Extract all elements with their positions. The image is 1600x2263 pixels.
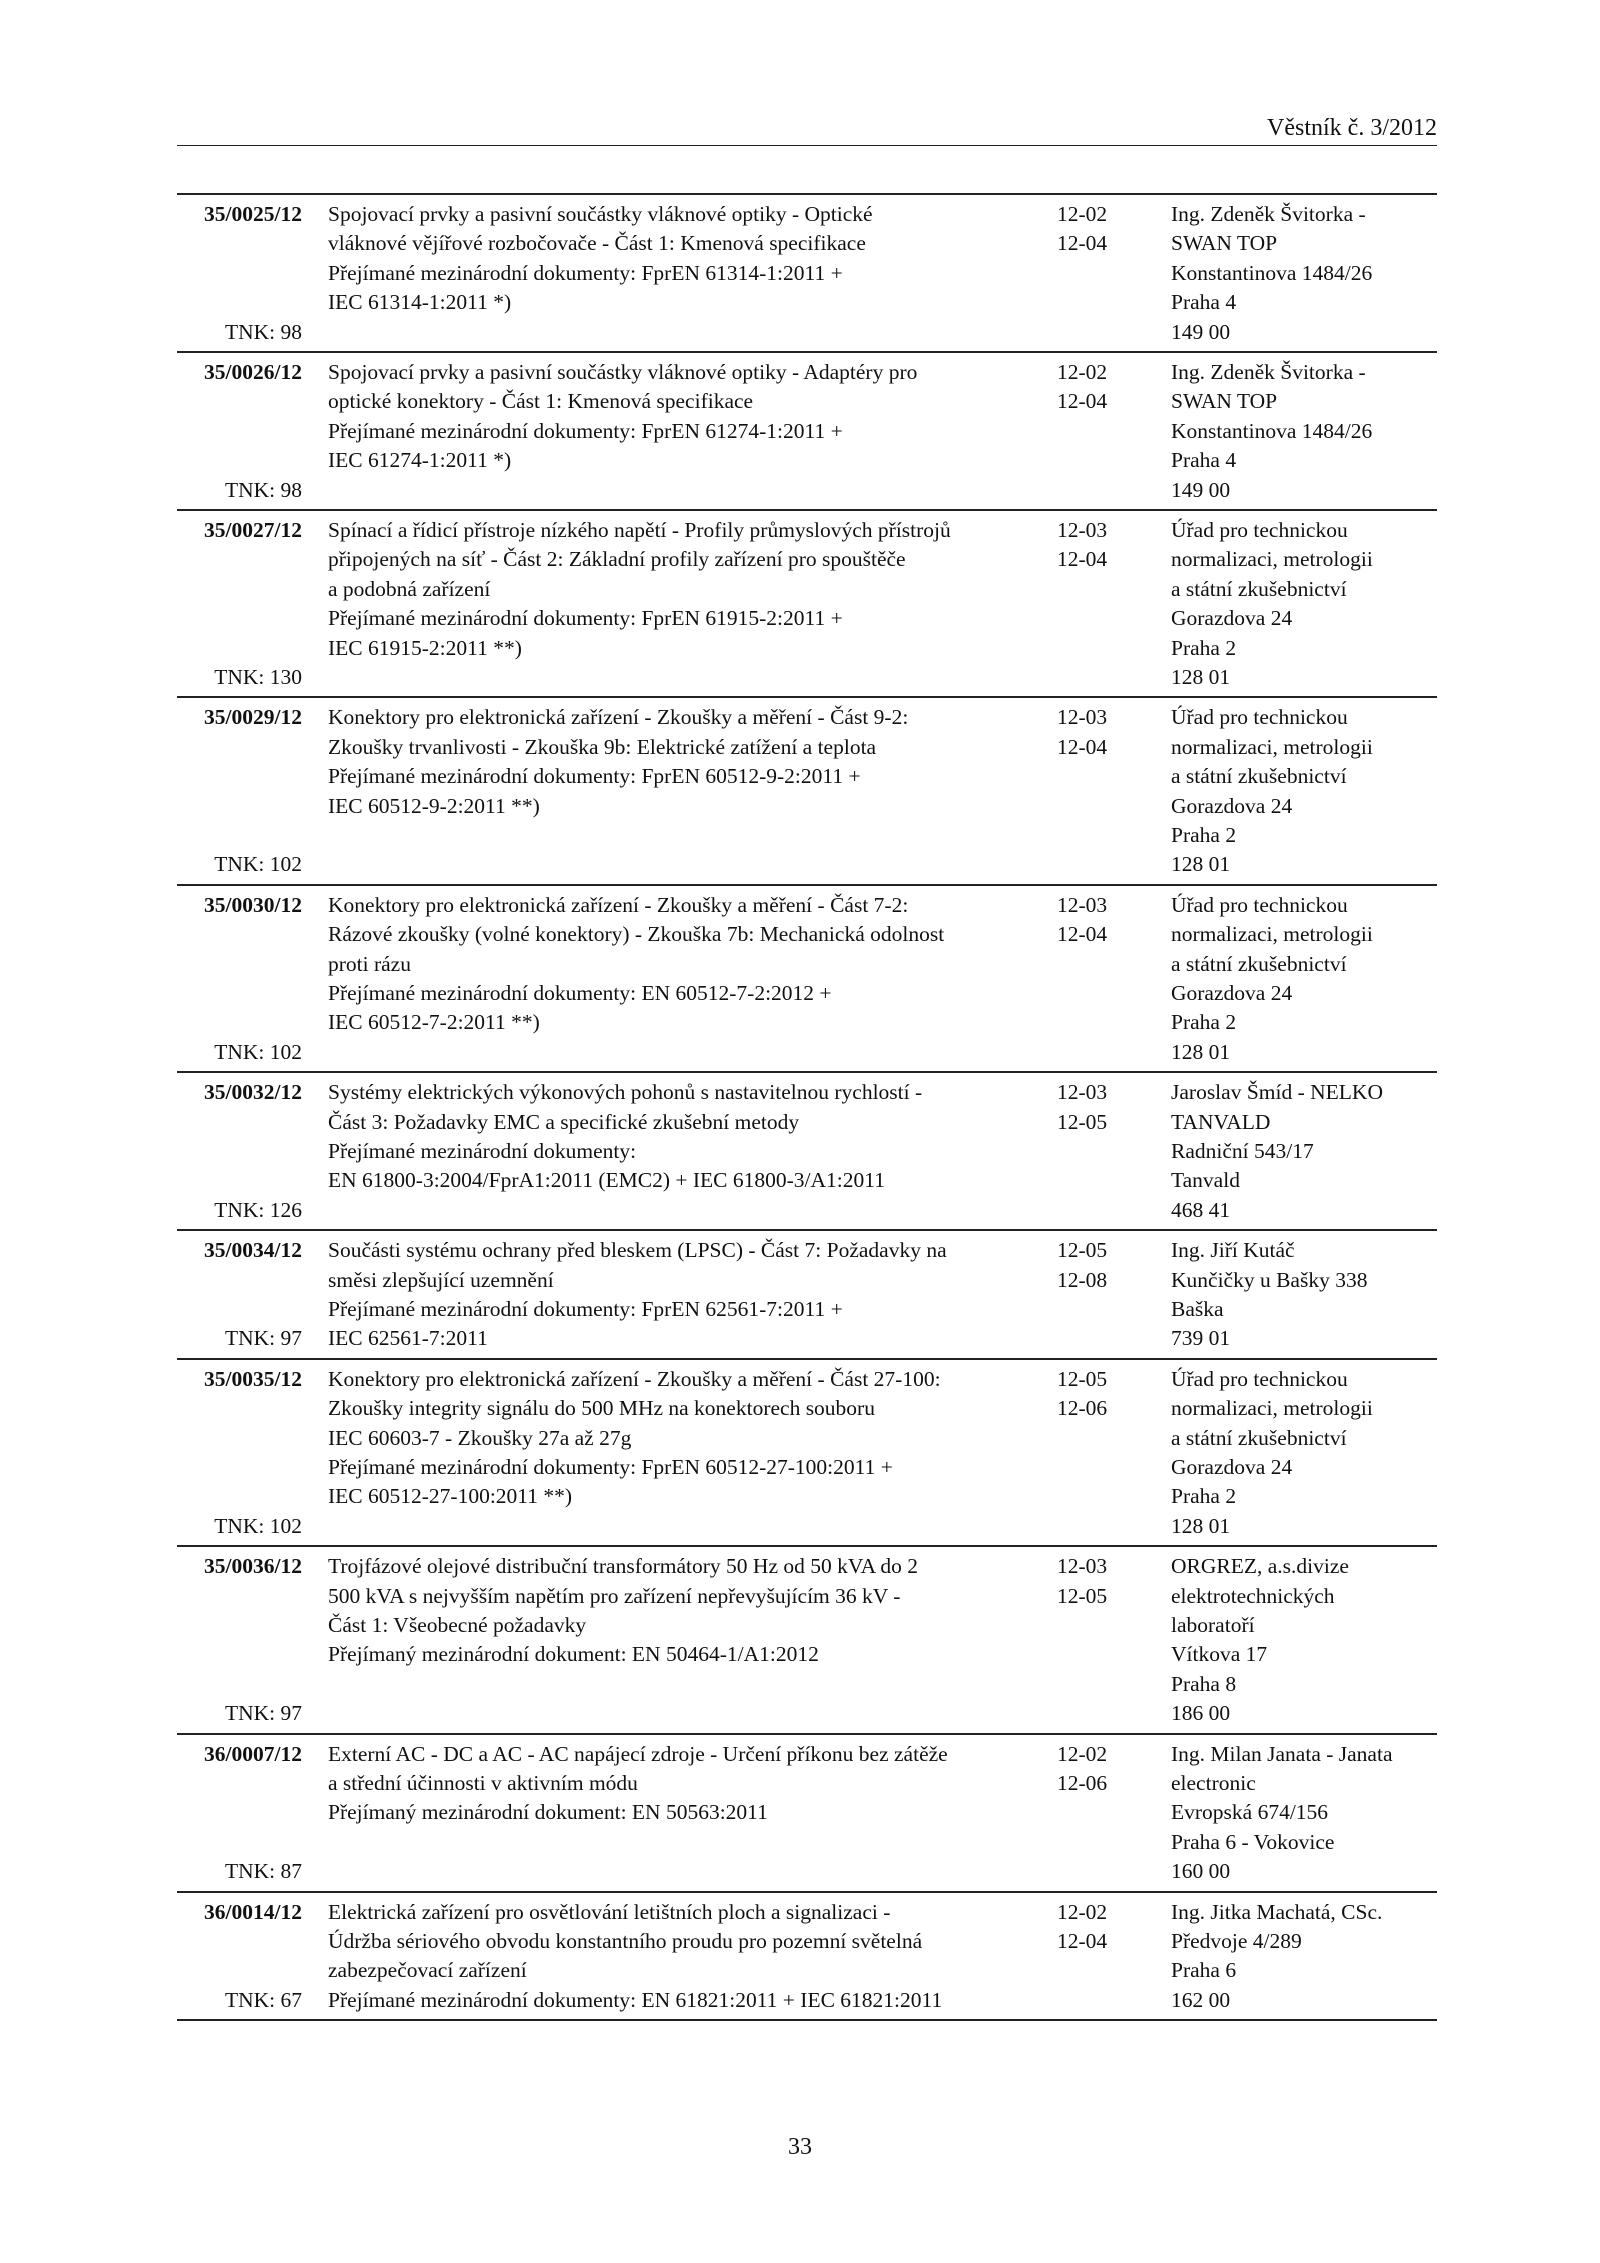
- description-line: Přejímané mezinárodní dokumenty: FprEN 60512-27-100:2011 +: [328, 1455, 893, 1480]
- contact-line: Praha 8: [1171, 1671, 1237, 1696]
- standards-table: [177, 193, 1437, 2021]
- description-line: Přejímané mezinárodní dokumenty: EN 60512-7-2:2012 +: [328, 981, 832, 1005]
- contact: [1171, 516, 1437, 692]
- description: [328, 1236, 1028, 1354]
- description-line: Zkoušky integrity signálu do 500 MHz na konektorech souboru: [328, 1396, 875, 1421]
- code-column: [177, 200, 302, 347]
- description-line: IEC 62561-7:2011: [328, 1326, 488, 1351]
- table-row: [177, 1893, 1437, 2022]
- contact-line: electronic: [1171, 1770, 1256, 1795]
- description: [328, 516, 1028, 663]
- description-line: Systémy elektrických výkonových pohonů s nastavitelnou rychlostí -: [328, 1080, 923, 1105]
- description-line: Spojovací prvky a pasivní součástky vláknové optiky - Adaptéry pro: [328, 360, 918, 384]
- contact-line: elektrotechnických: [1171, 1583, 1335, 1608]
- dates: [1057, 358, 1137, 417]
- description: [328, 1078, 1028, 1196]
- contact: [1171, 1740, 1437, 1887]
- description: [328, 1552, 1028, 1670]
- contact-line: Praha 4: [1171, 290, 1237, 315]
- contact: [1171, 200, 1437, 347]
- contact-line: Evropská 674/156: [1171, 1800, 1329, 1825]
- description-line: Externí AC - DC a AC - AC napájecí zdroje - Určení příkonu bez zátěže: [328, 1741, 948, 1766]
- contact-line: Kunčičky u Bašky 338: [1171, 1267, 1368, 1292]
- table-row: [177, 1360, 1437, 1547]
- description-line: Údržba sériového obvodu konstantního proudu pro pozemní světelná: [328, 1928, 923, 1953]
- contact: [1171, 1365, 1437, 1541]
- standard-code: 35/0027/12: [204, 518, 302, 542]
- code-column: [177, 1365, 302, 1541]
- description-line: Spojovací prvky a pasivní součástky vláknové optiky - Optické: [328, 202, 873, 226]
- standard-code: 35/0029/12: [204, 705, 302, 730]
- description: [328, 1898, 1028, 2016]
- date-value: 12-04: [1057, 231, 1108, 256]
- contact-line: Praha 6: [1171, 1958, 1237, 1983]
- date-value: 12-04: [1057, 547, 1108, 572]
- contact-line: Praha 2: [1171, 1484, 1237, 1509]
- contact-line: normalizaci, metrologii: [1171, 734, 1373, 759]
- description: [328, 358, 1028, 476]
- date-value: 12-05: [1057, 1238, 1108, 1263]
- code-column: [177, 1078, 302, 1225]
- description-line: a podobná zařízení: [328, 576, 491, 601]
- standard-code: 35/0032/12: [204, 1080, 302, 1105]
- date-value: 12-05: [1057, 1109, 1108, 1134]
- contact-line: 128 01: [1171, 665, 1231, 690]
- contact: [1171, 891, 1437, 1067]
- date-value: 12-08: [1057, 1267, 1108, 1292]
- tnk-number: TNK: 97: [224, 1326, 302, 1351]
- contact-line: a státní zkušebnictví: [1171, 764, 1347, 789]
- contact-line: Vítkova 17: [1171, 1642, 1268, 1667]
- contact-line: Úřad pro technickou: [1171, 705, 1348, 730]
- description-line: Přejímané mezinárodní dokumenty: EN 61821:2011 + IEC 61821:2011: [328, 1987, 943, 2012]
- contact-line: Tanvald: [1171, 1168, 1240, 1193]
- description: [328, 891, 1028, 1038]
- standard-code: 35/0030/12: [204, 892, 302, 917]
- contact-line: 128 01: [1171, 852, 1231, 877]
- description: [328, 1740, 1028, 1828]
- contact-line: Ing. Zdeněk Švitorka -: [1171, 360, 1366, 384]
- tnk-number: TNK: 98: [224, 477, 302, 502]
- table-row: [177, 511, 1437, 698]
- contact-line: normalizaci, metrologii: [1171, 547, 1373, 572]
- description-line: Rázové zkoušky (volné konektory) - Zkouška 7b: Mechanická odolnost: [328, 922, 945, 947]
- tnk-number: TNK: 67: [224, 1987, 302, 2012]
- description-line: Součásti systému ochrany před bleskem (LPSC) - Část 7: Požadavky na: [328, 1238, 947, 1263]
- description: [328, 1365, 1028, 1512]
- code-column: [177, 1740, 302, 1887]
- table-row: [177, 1547, 1437, 1734]
- description-line: Přejímaný mezinárodní dokument: EN 50563:2011: [328, 1800, 768, 1825]
- code-column: [177, 703, 302, 879]
- date-value: 12-04: [1057, 1928, 1108, 1953]
- date-value: 12-02: [1057, 202, 1108, 226]
- date-value: 12-03: [1057, 705, 1108, 730]
- dates: [1057, 200, 1137, 259]
- date-value: 12-03: [1057, 1554, 1108, 1579]
- description-line: vláknové vějířové rozbočovače - Část 1: Kmenová specifikace: [328, 231, 866, 256]
- contact-line: Úřad pro technickou: [1171, 1366, 1348, 1391]
- description-line: IEC 60512-27-100:2011 **): [328, 1484, 573, 1509]
- contact-line: Praha 2: [1171, 1010, 1237, 1035]
- date-value: 12-04: [1057, 922, 1108, 947]
- description-line: Spínací a řídicí přístroje nízkého napětí - Profily průmyslových přístrojů: [328, 518, 951, 542]
- description-line: zabezpečovací zařízení: [328, 1958, 527, 1983]
- date-value: 12-02: [1057, 360, 1108, 384]
- page-header: [177, 112, 1437, 144]
- description-line: připojených na síť - Část 2: Základní profily zařízení pro spouštěče: [328, 547, 906, 572]
- description-line: Konektory pro elektronická zařízení - Zkoušky a měření - Část 9-2:: [328, 705, 909, 730]
- tnk-number: TNK: 98: [224, 319, 302, 344]
- date-value: 12-03: [1057, 892, 1108, 917]
- description-line: Přejímané mezinárodní dokumenty: FprEN 61915-2:2011 +: [328, 606, 843, 631]
- standard-code: 35/0025/12: [204, 202, 302, 226]
- date-value: 12-05: [1057, 1366, 1108, 1391]
- dates: [1057, 703, 1137, 762]
- description-line: IEC 61314-1:2011 *): [328, 290, 512, 315]
- contact-line: 149 00: [1171, 319, 1231, 344]
- table-row: [177, 1073, 1437, 1231]
- description-line: a střední účinnosti v aktivním módu: [328, 1770, 638, 1795]
- contact-line: Baška: [1171, 1296, 1224, 1321]
- description-line: Zkoušky trvanlivosti - Zkouška 9b: Elektrické zatížení a teplota: [328, 734, 877, 759]
- description-line: Část 3: Požadavky EMC a specifické zkušební metody: [328, 1109, 800, 1134]
- code-column: [177, 1236, 302, 1354]
- description-line: Přejímané mezinárodní dokumenty: FprEN 62561-7:2011 +: [328, 1296, 843, 1321]
- tnk-number: TNK: 97: [224, 1701, 302, 1726]
- description-line: Přejímané mezinárodní dokumenty: FprEN 61314-1:2011 +: [328, 260, 843, 285]
- contact: [1171, 358, 1437, 505]
- description-line: směsi zlepšující uzemnění: [328, 1267, 554, 1292]
- contact-line: 128 01: [1171, 1039, 1231, 1064]
- tnk-number: TNK: 102: [214, 1039, 302, 1064]
- dates: [1057, 1740, 1137, 1799]
- contact-line: Praha 4: [1171, 448, 1237, 473]
- contact-line: Ing. Jiří Kutáč: [1171, 1238, 1295, 1263]
- date-value: 12-04: [1057, 734, 1108, 759]
- description-line: optické konektory - Část 1: Kmenová specifikace: [328, 389, 754, 414]
- contact-line: Gorazdova 24: [1171, 1455, 1293, 1480]
- standard-code: 35/0035/12: [204, 1366, 302, 1391]
- date-value: 12-06: [1057, 1770, 1108, 1795]
- date-value: 12-06: [1057, 1396, 1108, 1421]
- description-line: EN 61800-3:2004/FprA1:2011 (EMC2) + IEC 61800-3/A1:2011: [328, 1168, 885, 1193]
- tnk-number: TNK: 102: [214, 852, 302, 877]
- standard-code: 36/0007/12: [204, 1741, 302, 1766]
- contact-line: 162 00: [1171, 1987, 1231, 2012]
- code-column: [177, 358, 302, 505]
- standard-code: 35/0036/12: [204, 1554, 302, 1579]
- description: [328, 703, 1028, 821]
- table-row: [177, 886, 1437, 1073]
- contact-line: Ing. Jitka Machatá, CSc.: [1171, 1899, 1383, 1924]
- description-line: Trojfázové olejové distribuční transformátory 50 Hz od 50 kVA do 2: [328, 1554, 918, 1579]
- description-line: Přejímaný mezinárodní dokument: EN 50464-1/A1:2012: [328, 1642, 819, 1667]
- contact-line: SWAN TOP: [1171, 389, 1278, 414]
- dates: [1057, 1078, 1137, 1137]
- date-value: 12-04: [1057, 389, 1108, 414]
- contact-line: 468 41: [1171, 1197, 1231, 1222]
- contact-line: Konstantinova 1484/26: [1171, 418, 1373, 443]
- contact-line: Gorazdova 24: [1171, 981, 1293, 1005]
- description-line: IEC 60512-9-2:2011 **): [328, 793, 540, 818]
- standard-code: 36/0014/12: [204, 1899, 302, 1924]
- contact-line: Předvoje 4/289: [1171, 1928, 1302, 1953]
- description: [328, 200, 1028, 318]
- contact-line: TANVALD: [1171, 1109, 1271, 1134]
- tnk-number: TNK: 130: [214, 664, 302, 689]
- contact: [1171, 1898, 1437, 2016]
- tnk-number: TNK: 126: [214, 1197, 302, 1222]
- contact: [1171, 1552, 1437, 1728]
- description-line: IEC 60512-7-2:2011 **): [328, 1010, 540, 1035]
- description-line: Konektory pro elektronická zařízení - Zkoušky a měření - Část 7-2:: [328, 892, 909, 917]
- description-line: Přejímané mezinárodní dokumenty:: [328, 1138, 637, 1163]
- code-column: [177, 1898, 302, 2016]
- contact-line: normalizaci, metrologii: [1171, 1396, 1373, 1421]
- contact: [1171, 1078, 1437, 1225]
- contact-line: 128 01: [1171, 1513, 1231, 1538]
- contact-line: 186 00: [1171, 1701, 1231, 1726]
- table-row: [177, 353, 1437, 511]
- contact-line: Praha 2: [1171, 823, 1237, 848]
- table-row: [177, 195, 1437, 353]
- contact-line: Praha 2: [1171, 635, 1237, 660]
- contact-line: 149 00: [1171, 477, 1231, 502]
- description-line: proti rázu: [328, 951, 411, 976]
- tnk-number: TNK: 87: [224, 1859, 302, 1884]
- contact-line: a státní zkušebnictví: [1171, 951, 1347, 976]
- description-line: Přejímané mezinárodní dokumenty: FprEN 61274-1:2011 +: [328, 418, 843, 443]
- date-value: 12-05: [1057, 1583, 1108, 1608]
- table-row: [177, 1231, 1437, 1360]
- table-row: [177, 698, 1437, 885]
- dates: [1057, 891, 1137, 950]
- contact-line: 739 01: [1171, 1326, 1231, 1351]
- contact-line: a státní zkušebnictví: [1171, 1425, 1347, 1450]
- description-line: IEC 61274-1:2011 *): [328, 448, 512, 473]
- date-value: 12-02: [1057, 1899, 1108, 1924]
- description-line: IEC 60603-7 - Zkoušky 27a až 27g: [328, 1425, 632, 1450]
- description-line: 500 kVA s nejvyšším napětím pro zařízení nepřevyšujícím 36 kV -: [328, 1583, 901, 1608]
- contact-line: Úřad pro technickou: [1171, 518, 1348, 542]
- description-line: Konektory pro elektronická zařízení - Zkoušky a měření - Část 27-100:: [328, 1366, 941, 1391]
- contact-line: a státní zkušebnictví: [1171, 576, 1347, 601]
- page-number: 33: [788, 2134, 812, 2160]
- code-column: [177, 1552, 302, 1728]
- dates: [1057, 516, 1137, 575]
- contact-line: ORGREZ, a.s.divize: [1171, 1554, 1349, 1579]
- dates: [1057, 1898, 1137, 1957]
- bulletin-title: Věstník č. 3/2012: [1267, 115, 1437, 141]
- contact: [1171, 1236, 1437, 1354]
- contact: [1171, 703, 1437, 879]
- date-value: 12-03: [1057, 518, 1108, 542]
- contact-line: Gorazdova 24: [1171, 606, 1293, 631]
- description-line: Přejímané mezinárodní dokumenty: FprEN 60512-9-2:2011 +: [328, 764, 861, 789]
- table-row: [177, 1735, 1437, 1893]
- dates: [1057, 1552, 1137, 1611]
- contact-line: Ing. Milan Janata - Janata: [1171, 1741, 1393, 1766]
- contact-line: laboratoří: [1171, 1613, 1255, 1637]
- contact-line: Konstantinova 1484/26: [1171, 260, 1373, 285]
- description-line: Elektrická zařízení pro osvětlování letištních ploch a signalizaci -: [328, 1899, 891, 1924]
- contact-line: 160 00: [1171, 1859, 1231, 1884]
- contact-line: SWAN TOP: [1171, 231, 1278, 256]
- date-value: 12-03: [1057, 1080, 1108, 1105]
- dates: [1057, 1236, 1137, 1295]
- contact-line: Úřad pro technickou: [1171, 892, 1348, 917]
- code-column: [177, 516, 302, 692]
- header-rule: [177, 145, 1437, 146]
- description-line: Část 1: Všeobecné požadavky: [328, 1613, 587, 1637]
- standard-code: 35/0034/12: [204, 1238, 302, 1263]
- contact-line: Ing. Zdeněk Švitorka -: [1171, 202, 1366, 226]
- tnk-number: TNK: 102: [214, 1513, 302, 1538]
- contact-line: Praha 6 - Vokovice: [1171, 1829, 1335, 1854]
- description-line: IEC 61915-2:2011 **): [328, 635, 522, 660]
- contact-line: normalizaci, metrologii: [1171, 922, 1373, 947]
- standard-code: 35/0026/12: [204, 360, 302, 384]
- dates: [1057, 1365, 1137, 1424]
- contact-line: Jaroslav Šmíd - NELKO: [1171, 1080, 1383, 1105]
- date-value: 12-02: [1057, 1741, 1108, 1766]
- contact-line: Gorazdova 24: [1171, 793, 1293, 818]
- contact-line: Radniční 543/17: [1171, 1138, 1314, 1163]
- code-column: [177, 891, 302, 1067]
